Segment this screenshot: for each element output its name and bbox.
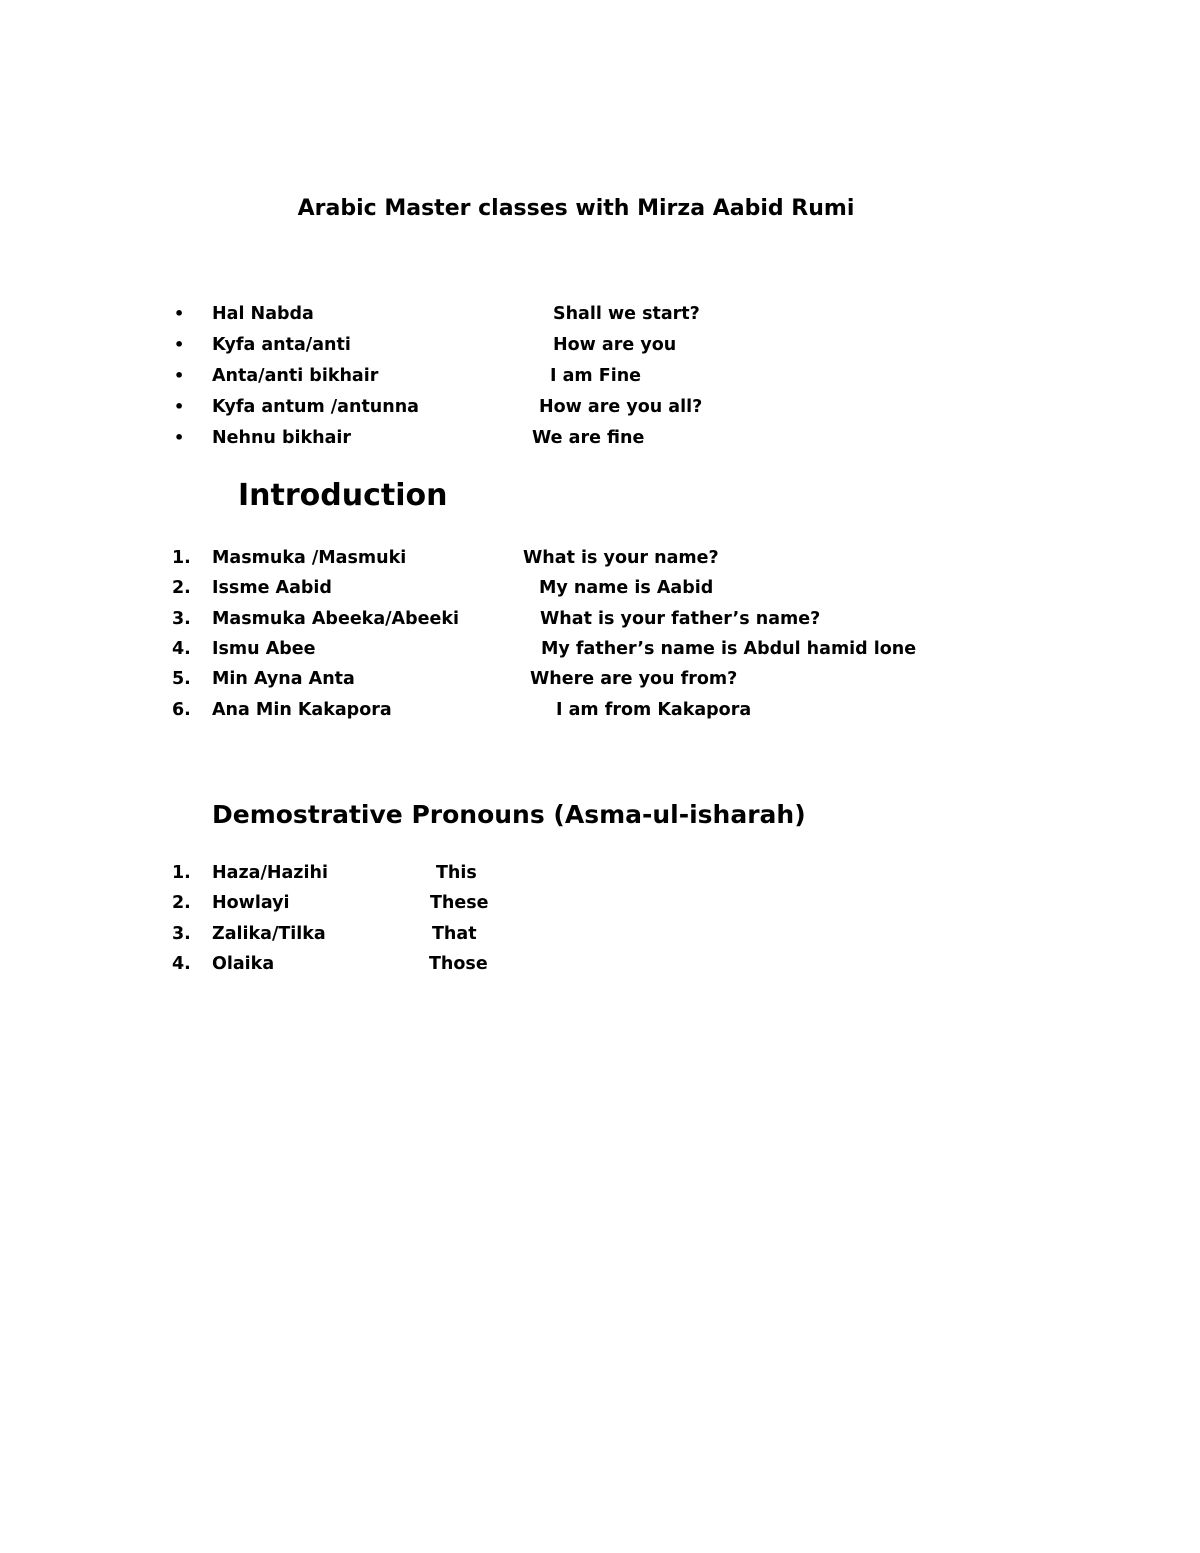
greeting-meaning: I am Fine (550, 366, 642, 386)
introduction-heading: Introduction (238, 478, 448, 513)
greeting-term: Kyfa antum /antunna (212, 397, 419, 417)
demonstrative-item (0, 954, 1200, 980)
introduction-meaning: My father’s name is Abdul hamid lone (541, 639, 917, 659)
introduction-meaning: My name is Aabid (539, 578, 714, 598)
introduction-term: Masmuka Abeeka/Abeeki (212, 609, 459, 629)
greeting-meaning: How are you (553, 335, 677, 355)
introduction-item (0, 548, 1200, 574)
bullet-marker: • (174, 335, 185, 354)
demonstrative-term: Haza/Hazihi (212, 863, 328, 883)
introduction-item (0, 609, 1200, 635)
list-number: 3. (172, 609, 191, 629)
introduction-item (0, 578, 1200, 604)
greeting-item (0, 428, 1200, 454)
demonstrative-item (0, 893, 1200, 919)
list-number: 2. (172, 893, 191, 913)
demonstrative-item (0, 863, 1200, 889)
list-number: 6. (172, 700, 191, 720)
greeting-meaning: Shall we start? (553, 304, 700, 324)
greeting-meaning: How are you all? (539, 397, 703, 417)
demonstrative-term: Olaika (212, 954, 275, 974)
list-number: 4. (172, 639, 191, 659)
introduction-item (0, 700, 1200, 726)
greeting-term: Nehnu bikhair (212, 428, 352, 448)
demonstrative-item (0, 924, 1200, 950)
demonstrative-meaning: Those (429, 954, 488, 974)
bullet-marker: • (174, 304, 185, 323)
introduction-meaning: What is your name? (523, 548, 719, 568)
introduction-term: Ismu Abee (212, 639, 316, 659)
greeting-term: Kyfa anta/anti (212, 335, 351, 355)
greeting-term: Hal Nabda (212, 304, 314, 324)
bullet-marker: • (174, 428, 185, 447)
demonstrative-heading: Demostrative Pronouns (Asma-ul-isharah) (212, 800, 806, 829)
greeting-item (0, 397, 1200, 423)
bullet-marker: • (174, 397, 185, 416)
bullet-marker: • (174, 366, 185, 385)
introduction-meaning: What is your father’s name? (540, 609, 821, 629)
list-number: 1. (172, 548, 191, 568)
greeting-item (0, 304, 1200, 330)
greeting-term: Anta/anti bikhair (212, 366, 379, 386)
introduction-term: Ana Min Kakapora (212, 700, 392, 720)
demonstrative-meaning: That (432, 924, 477, 944)
demonstrative-meaning: These (430, 893, 489, 913)
list-number: 2. (172, 578, 191, 598)
list-number: 3. (172, 924, 191, 944)
greeting-item (0, 366, 1200, 392)
demonstrative-meaning: This (436, 863, 477, 883)
introduction-term: Masmuka /Masmuki (212, 548, 407, 568)
page-title: Arabic Master classes with Mirza Aabid Rumi (297, 196, 855, 221)
introduction-item (0, 639, 1200, 665)
introduction-item (0, 669, 1200, 695)
list-number: 5. (172, 669, 191, 689)
list-number: 4. (172, 954, 191, 974)
introduction-meaning: I am from Kakapora (556, 700, 752, 720)
introduction-meaning: Where are you from? (530, 669, 738, 689)
greeting-meaning: We are fine (532, 428, 645, 448)
demonstrative-term: Howlayi (212, 893, 290, 913)
list-number: 1. (172, 863, 191, 883)
greeting-item (0, 335, 1200, 361)
introduction-term: Issme Aabid (212, 578, 332, 598)
introduction-term: Min Ayna Anta (212, 669, 355, 689)
demonstrative-term: Zalika/Tilka (212, 924, 326, 944)
